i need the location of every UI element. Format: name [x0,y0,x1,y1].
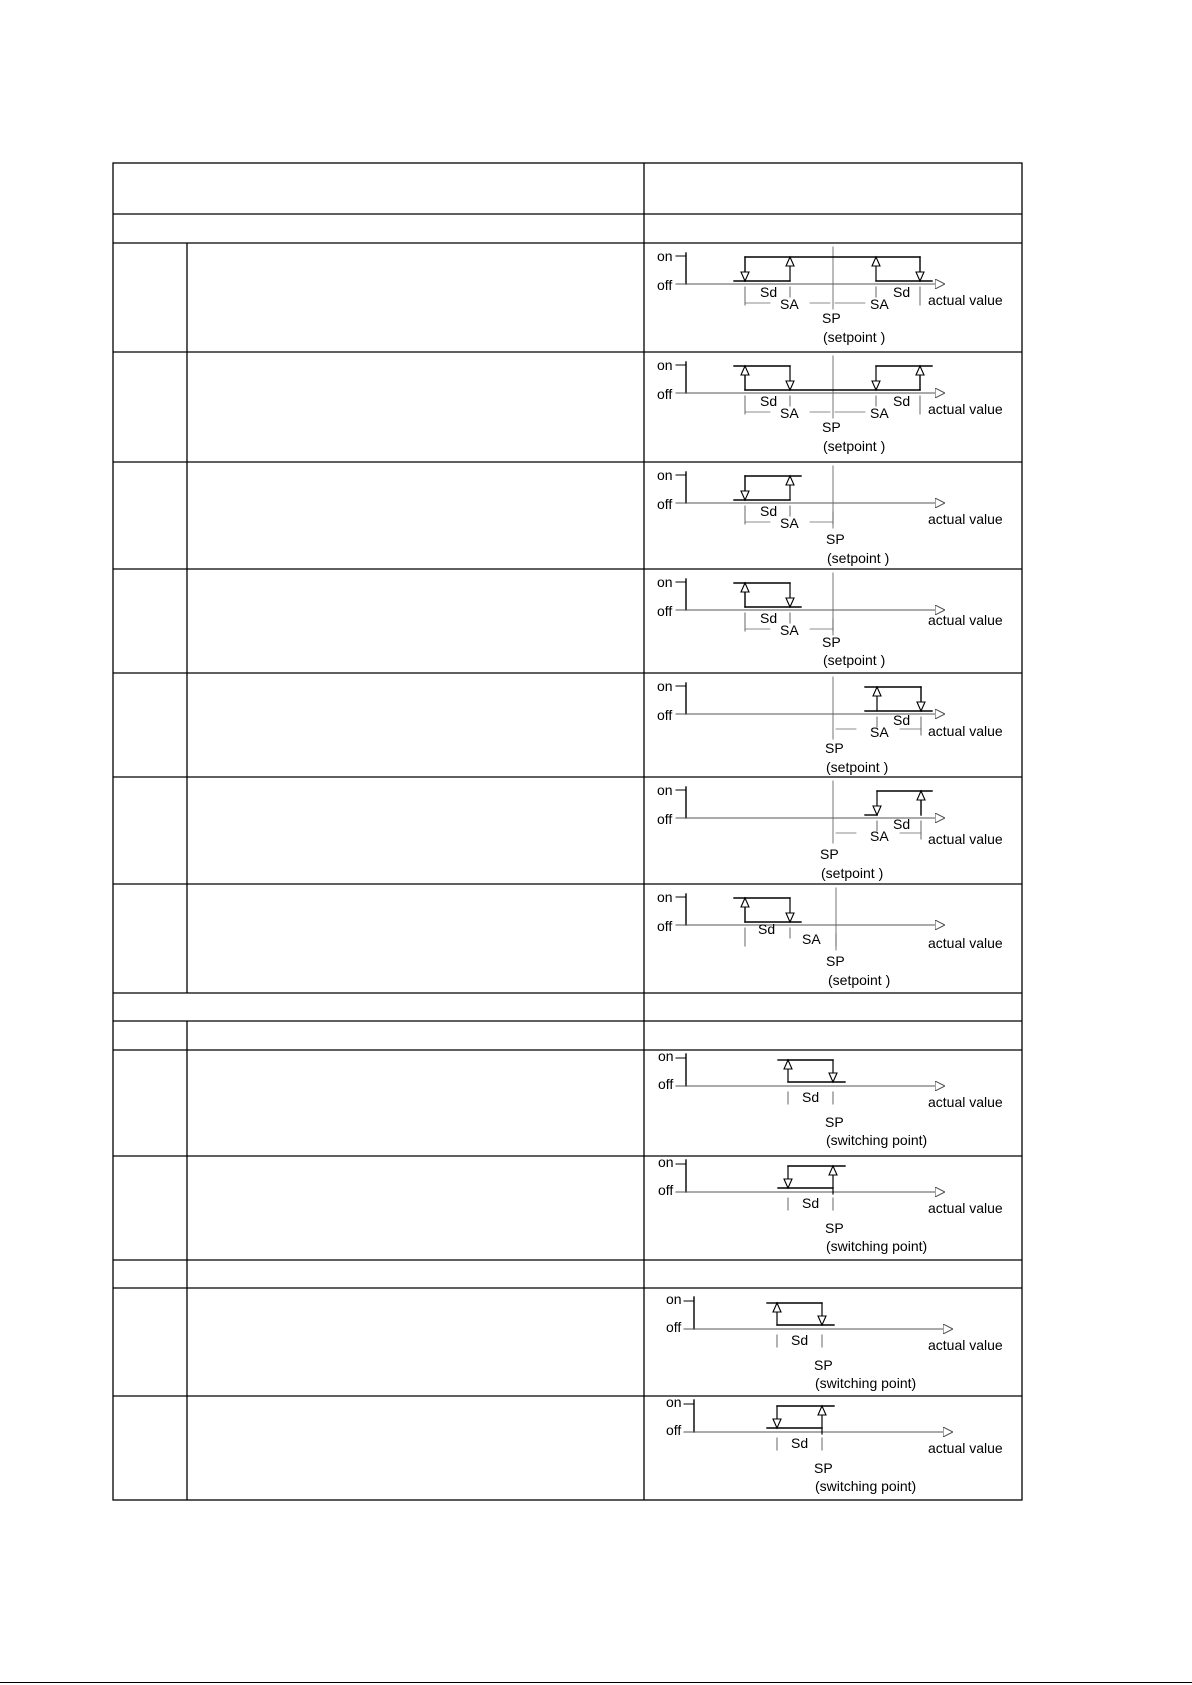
sp-label: SP [820,846,839,862]
actual-value-label: actual value [928,1337,1003,1353]
actual-value-label: actual value [928,511,1003,527]
actual-value-label: actual value [928,1200,1003,1216]
off-label: off [657,277,673,293]
hysteresis-arrow [872,257,880,266]
hysteresis-arrow [786,381,794,390]
off-label: off [657,707,673,723]
on-label: on [657,574,673,590]
diagram-window-nc [657,356,1003,454]
actual-value-label: actual value [928,831,1003,847]
sd-label: Sd [791,1435,809,1451]
diagram-switch-2 [658,1154,1003,1254]
setpoint-label: (setpoint ) [827,550,890,566]
hysteresis-arrow [784,1060,792,1069]
switching-point-label: (switching point) [815,1478,917,1494]
on-label: on [666,1291,682,1307]
actual-value-label: actual value [928,1440,1003,1456]
setpoint-label: (setpoint ) [823,652,886,668]
off-label: off [658,1182,674,1198]
hysteresis-arrow [786,598,794,607]
switching-point-label: (switching point) [815,1375,917,1391]
on-label: on [657,467,673,483]
hysteresis-arrow [917,791,925,800]
diagram-window-no [657,247,1003,345]
sa-label: SA [870,828,889,844]
sp-label: SP [825,1220,844,1236]
off-label: off [666,1319,682,1335]
on-label: on [657,678,673,694]
off-label: off [657,603,673,619]
sd-right-label: Sd [893,393,911,409]
hysteresis-arrow [773,1303,781,1312]
hysteresis-arrow [917,702,925,711]
on-label: on [658,1154,674,1170]
sa-label: SA [780,515,799,531]
sd-label: Sd [893,816,911,832]
sa-left-label: SA [780,296,799,312]
hysteresis-arrow [741,272,749,281]
setpoint-label: (setpoint ) [826,759,889,775]
hysteresis-arrow [829,1073,837,1082]
sa-right-label: SA [870,405,889,421]
sp-label: SP [825,1114,844,1130]
switch-diagram-body [666,1394,1003,1494]
sa-label: SA [870,724,889,740]
sd-label: Sd [802,1195,820,1211]
sd-label: Sd [760,610,778,626]
sd-left-label: Sd [760,284,778,300]
hysteresis-arrow [741,583,749,592]
hysteresis-arrow [829,1166,837,1175]
hysteresis-arrow [818,1316,826,1325]
setpoint-label: (setpoint ) [828,972,891,988]
switch-diagram-body [658,1154,1003,1254]
hysteresis-arrow [818,1406,826,1415]
on-label: on [657,357,673,373]
page-bottom-rule [0,1682,1192,1683]
hysteresis-arrow [786,913,794,922]
setpoint-label: (setpoint ) [821,865,884,881]
diagram-lower-sd [657,888,1003,988]
diagram-switch-1 [658,1048,1003,1148]
hysteresis-arrow [916,272,924,281]
sp-label: SP [826,531,845,547]
switching-point-label: (switching point) [826,1238,928,1254]
sp-label: SP [814,1460,833,1476]
hysteresis-arrow [873,687,881,696]
diagram-upper-nc [657,677,1003,775]
hysteresis-arrow [741,898,749,907]
sp-label: SP [822,634,841,650]
hysteresis-arrow [786,476,794,485]
off-label: off [657,811,673,827]
off-label: off [657,918,673,934]
switch-diagram-body [658,1048,1003,1148]
sa-right-label: SA [870,296,889,312]
on-label: on [657,889,673,905]
on-label: on [657,782,673,798]
sd-left-label: Sd [760,393,778,409]
sp-label: SP [822,419,841,435]
sd-label: Sd [758,921,776,937]
hysteresis-arrow [786,257,794,266]
hysteresis-arrow [872,381,880,390]
sd-label: Sd [802,1089,820,1105]
diagram-switch-4 [666,1394,1003,1494]
actual-value-label: actual value [928,401,1003,417]
diagram-lower-no [657,466,1003,566]
hysteresis-arrow [873,806,881,815]
hysteresis-arrow [773,1419,781,1428]
setpoint-label: (setpoint ) [823,329,886,345]
sp-label: SP [822,310,841,326]
actual-value-label: actual value [928,612,1003,628]
on-label: on [658,1048,674,1064]
hysteresis-arrow [784,1179,792,1188]
diagram-switch-3 [666,1291,1003,1391]
diagram-lower-nc [657,573,1003,668]
switch-diagram-body [666,1291,1003,1391]
actual-value-label: actual value [928,723,1003,739]
sp-label: SP [814,1357,833,1373]
diagram-upper-no [657,781,1003,881]
sd-label: Sd [760,503,778,519]
sa-label: SA [780,622,799,638]
hysteresis-arrow [741,366,749,375]
sa-label: SA [802,931,821,947]
actual-value-label: actual value [928,1094,1003,1110]
off-label: off [657,386,673,402]
off-label: off [658,1076,674,1092]
off-label: off [657,496,673,512]
setpoint-label: (setpoint ) [823,438,886,454]
sa-left-label: SA [780,405,799,421]
sd-right-label: Sd [893,284,911,300]
actual-value-label: actual value [928,292,1003,308]
on-label: on [657,248,673,264]
off-label: off [666,1422,682,1438]
hysteresis-arrow [916,366,924,375]
sp-label: SP [826,953,845,969]
actual-value-label: actual value [928,935,1003,951]
on-label: on [666,1394,682,1410]
hysteresis-arrow [741,491,749,500]
switching-point-label: (switching point) [826,1132,928,1148]
sp-label: SP [825,740,844,756]
sd-label: Sd [791,1332,809,1348]
sd-label: Sd [893,712,911,728]
